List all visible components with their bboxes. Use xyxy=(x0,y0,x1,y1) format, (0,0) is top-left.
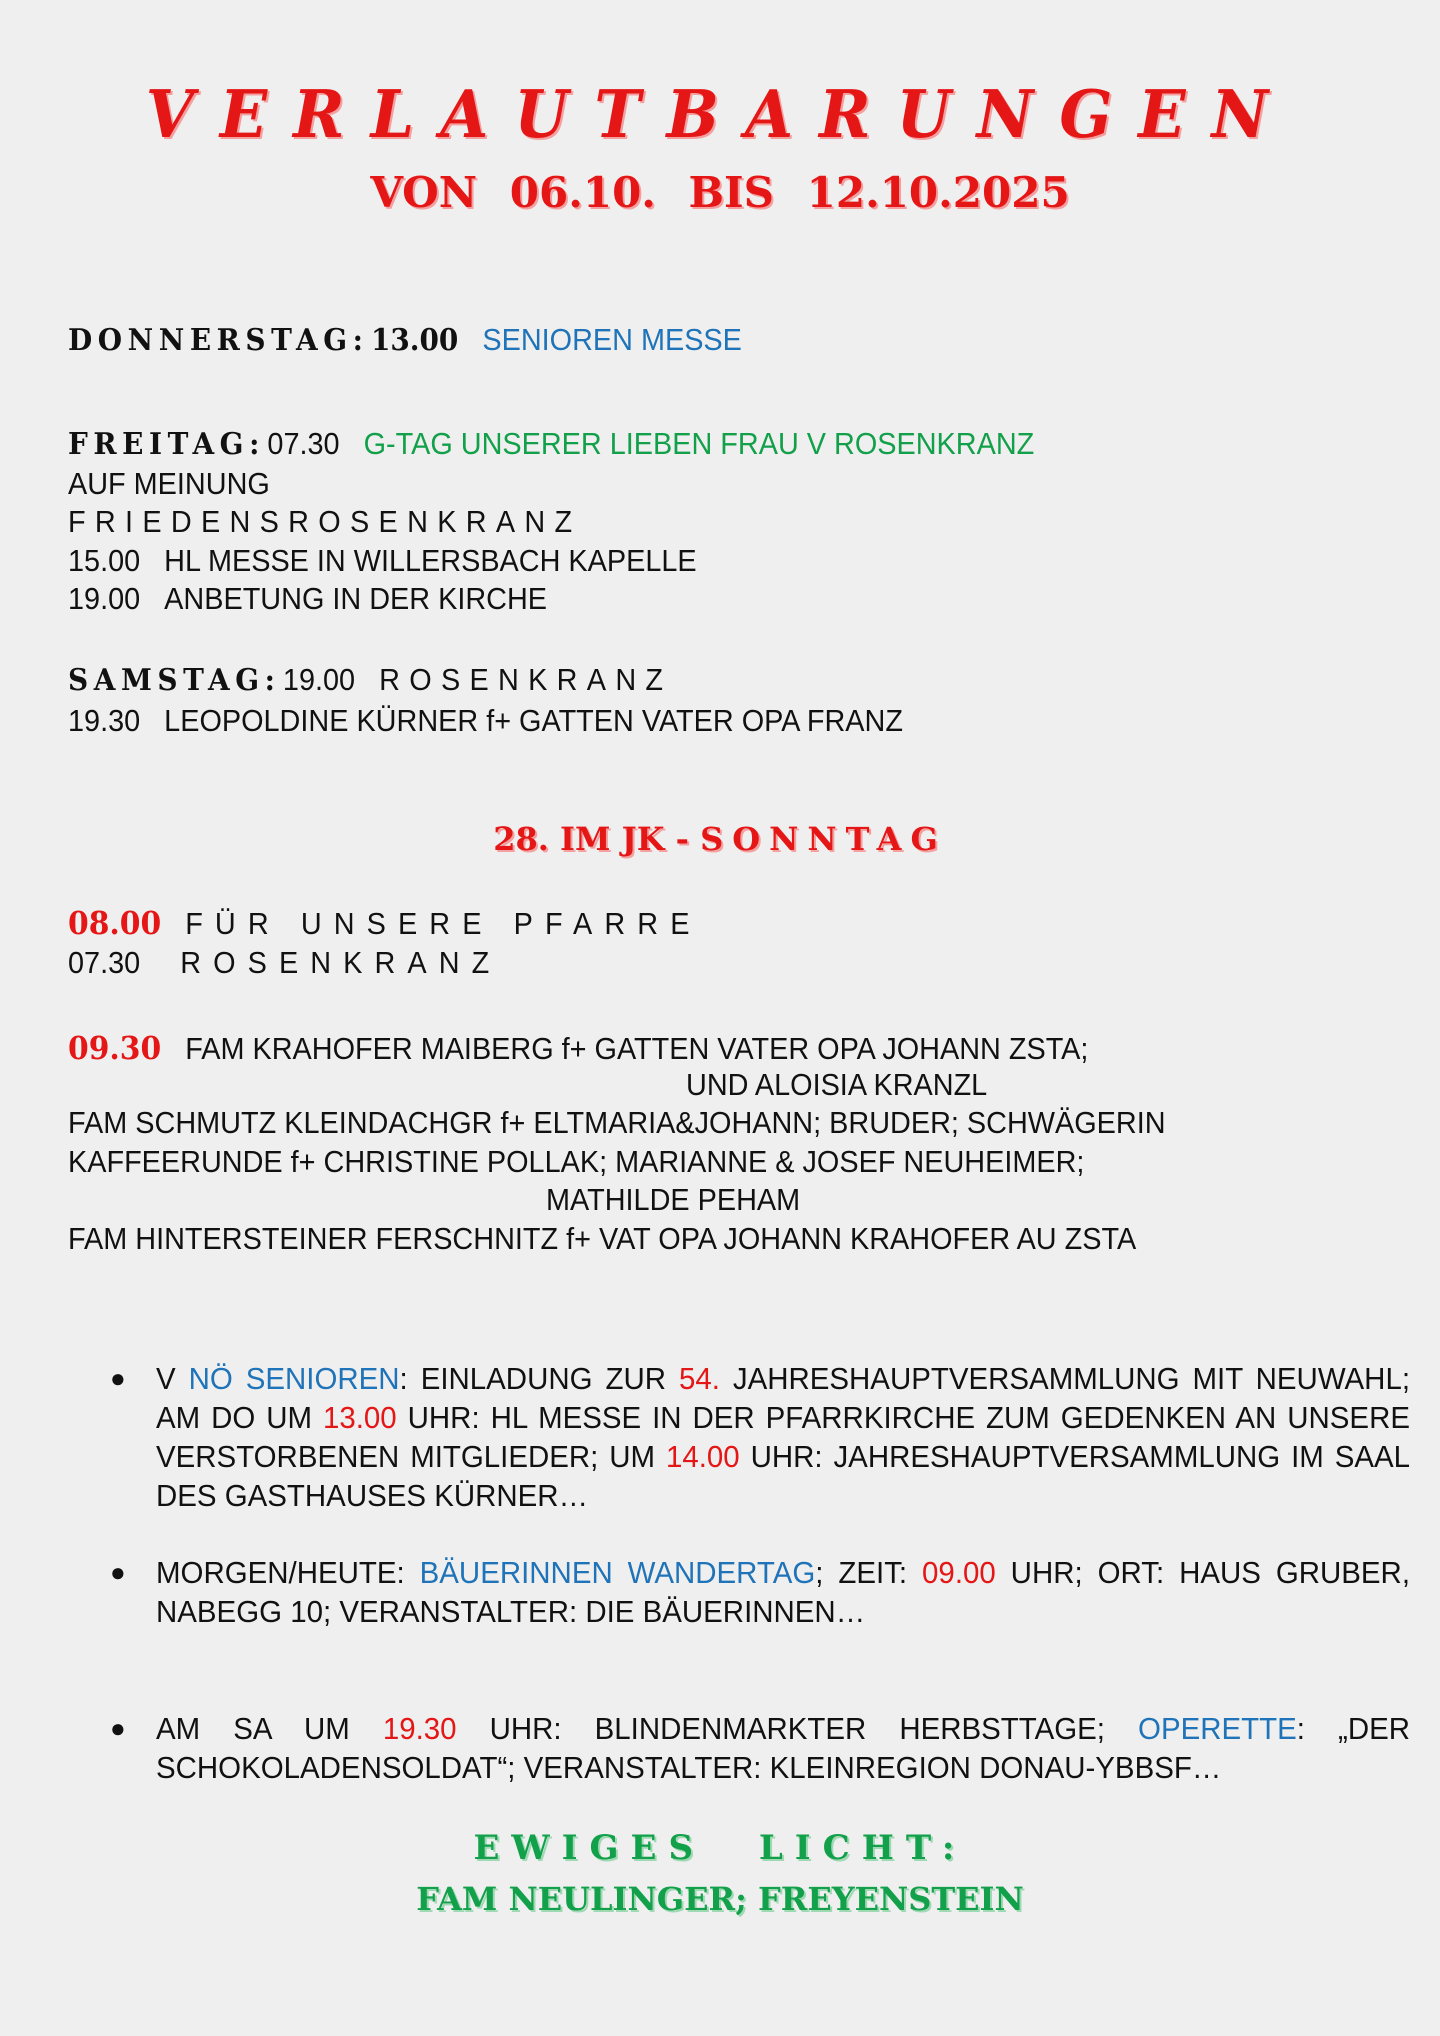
saturday-schedule-row xyxy=(68,703,903,739)
announcement-highlight: NÖ SENIOREN xyxy=(188,1361,400,1396)
schedule-time: 19.00 xyxy=(68,581,141,616)
mass-intention-line: MATHILDE PEHAM xyxy=(546,1182,801,1217)
sunday-heading xyxy=(0,820,1440,858)
announcement-fragment: V xyxy=(156,1361,189,1396)
friday-schedule-row xyxy=(68,581,547,617)
mass-intention-line: UND ALOISIA KRANZL xyxy=(686,1067,988,1102)
bullet-icon: ● xyxy=(110,1363,126,1393)
eternal-light-family: FAM NEULINGER; FREYENSTEIN xyxy=(416,1880,1024,1918)
schedule-time: 15.00 xyxy=(68,543,141,578)
day-label-thursday: DONNERSTAG xyxy=(68,323,353,358)
announcement-highlight: OPERETTE xyxy=(1138,1711,1297,1746)
friday-line: FRIEDENSROSENKRANZ xyxy=(68,504,582,539)
bullet-icon: ● xyxy=(110,1713,126,1743)
schedule-text: HL MESSE IN WILLERSBACH KAPELLE xyxy=(164,543,697,578)
rosary-time: 07.30 xyxy=(68,945,141,980)
page-title: VERLAUTBARUNGEN xyxy=(145,76,1295,153)
mass-intention-line: KAFFEERUNDE f+ CHRISTINE POLLAK; MARIANNE & JOSEF NEUHEIMER; xyxy=(68,1144,1085,1179)
schedule-time: 19.30 xyxy=(68,703,141,738)
announcement-item xyxy=(110,1553,1411,1631)
announcement-item xyxy=(110,1359,1411,1515)
day-colon: : xyxy=(352,323,363,358)
sunday-mass-row xyxy=(68,1029,1088,1067)
friday-entry xyxy=(68,426,1034,462)
rosary-text: ROSENKRANZ xyxy=(180,945,502,980)
announcement-fragment: : EINLADUNG ZUR xyxy=(399,1361,679,1396)
announcement-fragment: AM SA UM xyxy=(156,1711,383,1746)
sunday-day: SONNTAG xyxy=(700,820,947,858)
mass-time: 08.00 xyxy=(68,904,162,942)
announcement-fragment: UHR: JAHRESHAUPTVERSAMMLUNG IM SAAL DES GASTHAUSES KÜRNER… xyxy=(156,1439,1410,1513)
sunday-rosary-row xyxy=(68,945,501,981)
saturday-event: ROSENKRANZ xyxy=(379,662,673,697)
announcement-text xyxy=(156,1709,1410,1787)
thursday-time: 13.00 xyxy=(370,323,459,358)
announcement-fragment: UHR; ORT: HAUS GRUBER, NABEGG 10; VERANSTALTER: DIE BÄUERINNEN… xyxy=(156,1555,1411,1629)
announcement-highlight: 13.00 xyxy=(322,1400,397,1435)
date-range: VON 06.10. BIS 12.10.2025 xyxy=(370,168,1070,217)
schedule-text: LEOPOLDINE KÜRNER f+ GATTEN VATER OPA FRANZ xyxy=(164,703,903,738)
announcement-text xyxy=(156,1359,1410,1515)
mass-intention-line: FAM HINTERSTEINER FERSCHNITZ f+ VAT OPA JOHANN KRAHOFER AU ZSTA xyxy=(68,1221,1137,1256)
announcement-highlight: 54. xyxy=(678,1361,720,1396)
announcement-item xyxy=(110,1709,1410,1787)
announcement-highlight: BÄUERINNEN WANDERTAG xyxy=(419,1555,816,1590)
friday-time: 07.30 xyxy=(267,426,340,461)
eternal-light-title: EWIGES LICHT: xyxy=(473,1828,967,1868)
mass-time: 09.30 xyxy=(68,1029,162,1067)
friday-event: G-TAG UNSERER LIEBEN FRAU V ROSENKRANZ xyxy=(363,426,1035,461)
announcement-fragment: JAHRESHAUPTVERSAMMLUNG MIT NEUWAHL; AM DO UM xyxy=(156,1361,1411,1435)
friday-schedule-row xyxy=(68,543,697,579)
announcement-text xyxy=(156,1553,1410,1631)
friday-line: AUF MEINUNG xyxy=(68,466,270,501)
saturday-time: 19.00 xyxy=(282,662,356,697)
thursday-event: SENIOREN MESSE xyxy=(482,322,742,357)
announcement-highlight: 19.30 xyxy=(382,1711,457,1746)
thursday-entry xyxy=(68,322,742,358)
mass-intention-line: FAM SCHMUTZ KLEINDACHGR f+ ELTMARIA&JOHANN; BRUDER; SCHWÄGERIN xyxy=(68,1105,1166,1140)
announcement-highlight: 14.00 xyxy=(665,1439,740,1474)
bullet-icon: ● xyxy=(110,1557,126,1587)
day-label-saturday: SAMSTAG xyxy=(68,663,265,698)
announcement-highlight: 09.00 xyxy=(922,1555,996,1590)
sunday-prefix: 28. IM JK - xyxy=(493,820,689,858)
announcement-fragment: MORGEN/HEUTE: xyxy=(156,1555,420,1590)
announcement-fragment: ; ZEIT: xyxy=(815,1555,923,1590)
sunday-mass-row xyxy=(68,904,702,942)
day-label-friday: FREITAG xyxy=(68,427,250,462)
schedule-text: ANBETUNG IN DER KIRCHE xyxy=(164,581,548,616)
announcement-fragment: : „DER SCHOKOLADENSOLDAT“; VERANSTALTER: KLEINREGION DONAU-YBBSF… xyxy=(156,1711,1410,1785)
day-colon: : xyxy=(249,427,260,462)
saturday-entry xyxy=(68,662,672,698)
day-colon: : xyxy=(264,663,275,698)
announcement-fragment: UHR: HL MESSE IN DER PFARRKIRCHE ZUM GEDENKEN AN UNSERE VERSTORBENEN MITGLIEDER; UM xyxy=(156,1400,1410,1474)
mass-intention: FÜR UNSERE PFARRE xyxy=(185,906,702,941)
announcement-fragment: UHR: BLINDENMARKTER HERBSTTAGE; xyxy=(456,1711,1139,1746)
mass-intention: FAM KRAHOFER MAIBERG f+ GATTEN VATER OPA JOHANN ZSTA; xyxy=(185,1031,1089,1066)
